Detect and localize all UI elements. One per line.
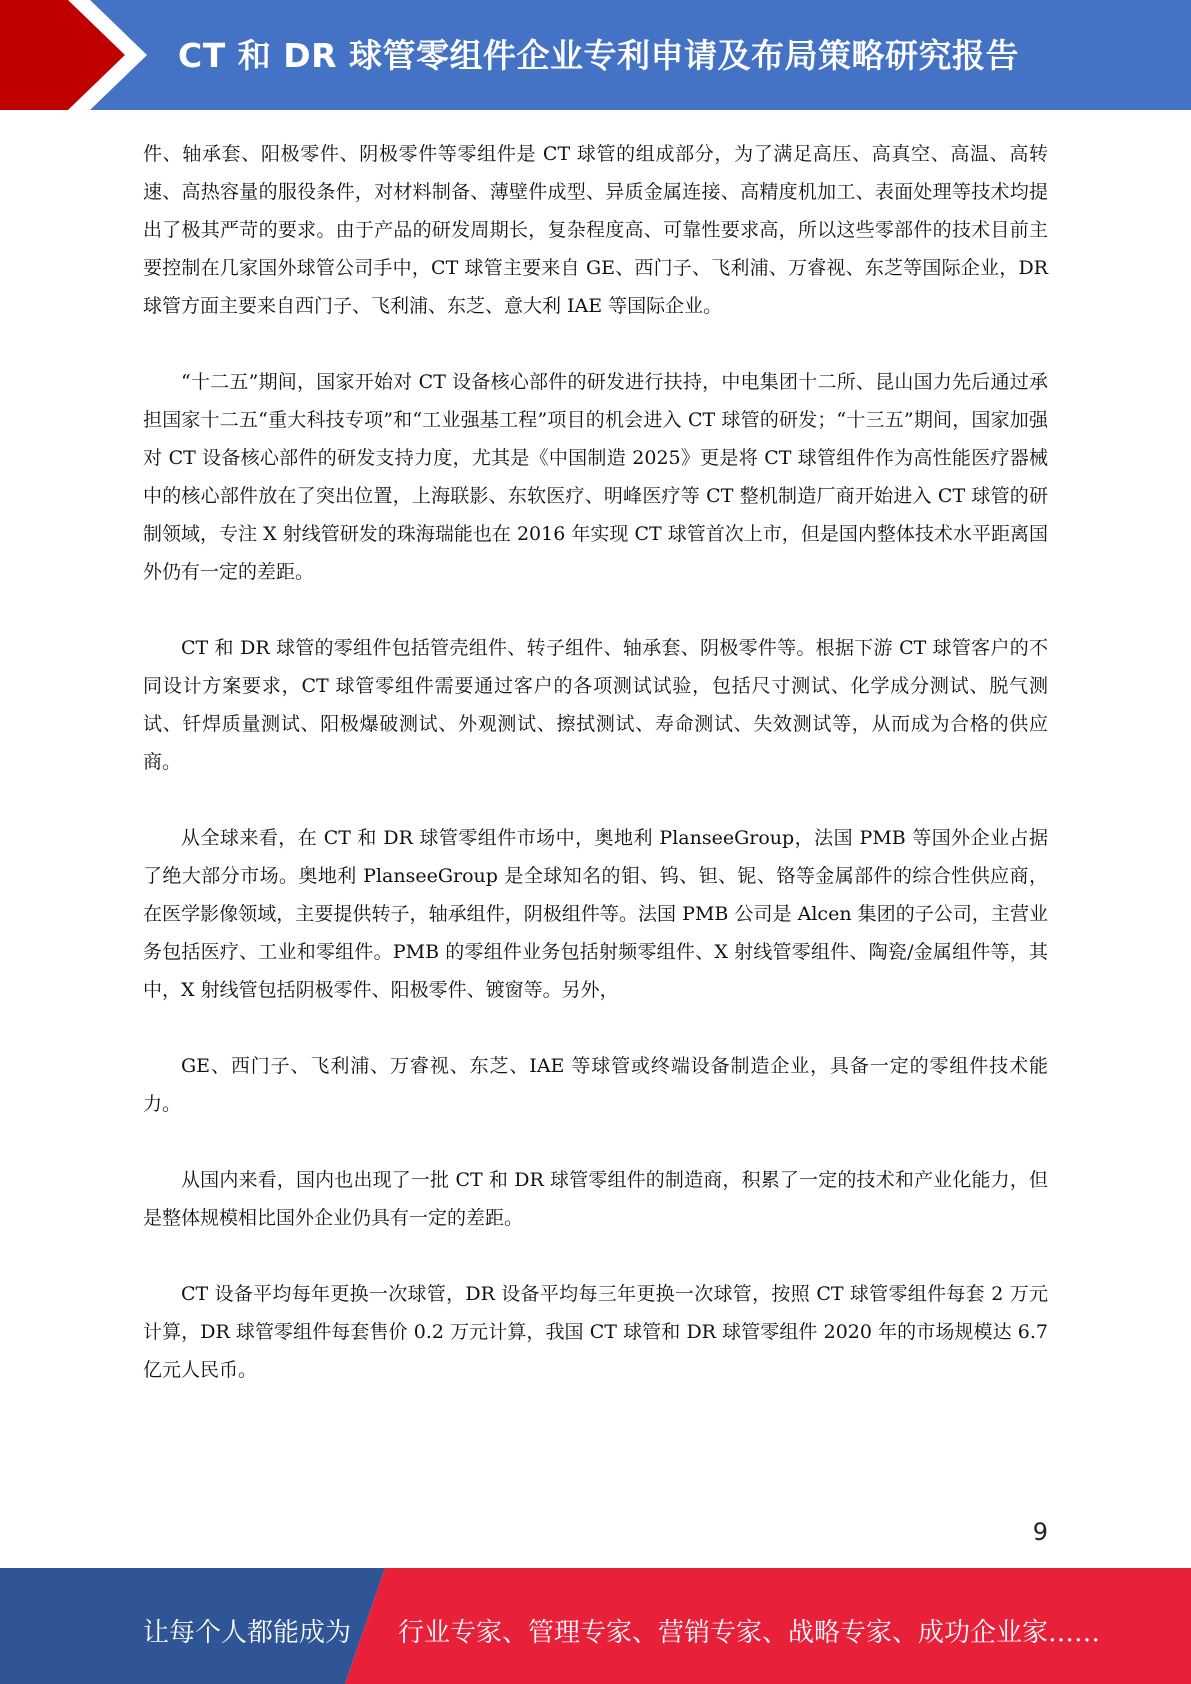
page-footer [0,1568,1191,1684]
paragraph-5: GE、西门子、飞利浦、万睿视、东芝、IAE 等球管或终端设备制造企业，具备一定的零组件技术能力。 [143,1055,1048,1115]
paragraph-2: “十二五”期间，国家开始对 CT 设备核心部件的研发进行扶持，中电集团十二所、昆山国力先后通过承担国家十二五“重大科技专项”和“工业强基工程”项目的机会进入 CT 球管的研发；“十三五”期间，国家加强对 CT 设备核心部件的研发支持力度，尤其是《中国制造 2025》更是将 CT 球管组件作为高性能医疗器械中的核心部件放在了突出位置，上海联影、东软医疗、明峰医疗等 CT 整机制造厂商开始进入 CT 球管的研制领域，专注 X 射线管研发的珠海瑞能也在 2016 年实现 CT 球管首次上市，但是国内整体技术水平距离国外仍有一定的差距。 [143,371,1048,583]
page-number: 9 [1032,1518,1048,1546]
footer-slogan-left: 让每个人都能成为 [143,1618,352,1648]
body-text [143,135,1048,1427]
paragraph-3: CT 和 DR 球管的零组件包括管壳组件、转子组件、轴承套、阴极零件等。根据下游 CT 球管客户的不同设计方案要求，CT 球管零组件需要通过客户的各项测试试验，包括尺寸测试、化学成分测试、脱气测试、钎焊质量测试、阳极爆破测试、外观测试、擦拭测试、寿命测试、失效测试等，从而成为合格的供应商。 [143,637,1048,773]
paragraph-6: 从国内来看，国内也出现了一批 CT 和 DR 球管零组件的制造商，积累了一定的技术和产业化能力，但是整体规模相比国外企业仍具有一定的差距。 [143,1169,1048,1229]
paragraph-4: 从全球来看，在 CT 和 DR 球管零组件市场中，奥地利 PlanseeGroup，法国 PMB 等国外企业占据了绝大部分市场。奥地利 PlanseeGroup 是全球知名的钼、钨、钽、铌、铬等金属部件的综合性供应商，在医学影像领域，主要提供转子，轴承组件，阴极组件等。法国 PMB 公司是 Alcen 集团的子公司，主营业务包括医疗、工业和零组件。PMB 的零组件业务包括射频零组件、X 射线管零组件、陶瓷/金属组件等，其中，X 射线管包括阴极零件、阳极零件、镀窗等。另外， [143,827,1048,1001]
page-header [0,0,1191,110]
report-title: CT 和 DR 球管零组件企业专利申请及布局策略研究报告 [178,36,1019,75]
paragraph-7: CT 设备平均每年更换一次球管，DR 设备平均每三年更换一次球管，按照 CT 球管零组件每套 2 万元计算，DR 球管零组件每套售价 0.2 万元计算，我国 CT 球管和 DR 球管零组件 2020 年的市场规模达 6.7 亿元人民币。 [143,1283,1048,1381]
footer-slogan-right: 行业专家、管理专家、营销专家、战略专家、成功企业家…… [398,1618,1101,1648]
paragraph-1: 件、轴承套、阳极零件、阴极零件等零组件是 CT 球管的组成部分，为了满足高压、高真空、高温、高转速、高热容量的服役条件，对材料制备、薄壁件成型、异质金属连接、高精度机加工、表面处理等技术均提出了极其严苛的要求。由于产品的研发周期长，复杂程度高、可靠性要求高，所以这些零部件的技术目前主要控制在几家国外球管公司手中，CT 球管主要来自 GE、西门子、飞利浦、万睿视、东芝等国际企业，DR 球管方面主要来自西门子、飞利浦、东芝、意大利 IAE 等国际企业。 [143,143,1048,317]
header-chevron-decoration [0,0,160,110]
